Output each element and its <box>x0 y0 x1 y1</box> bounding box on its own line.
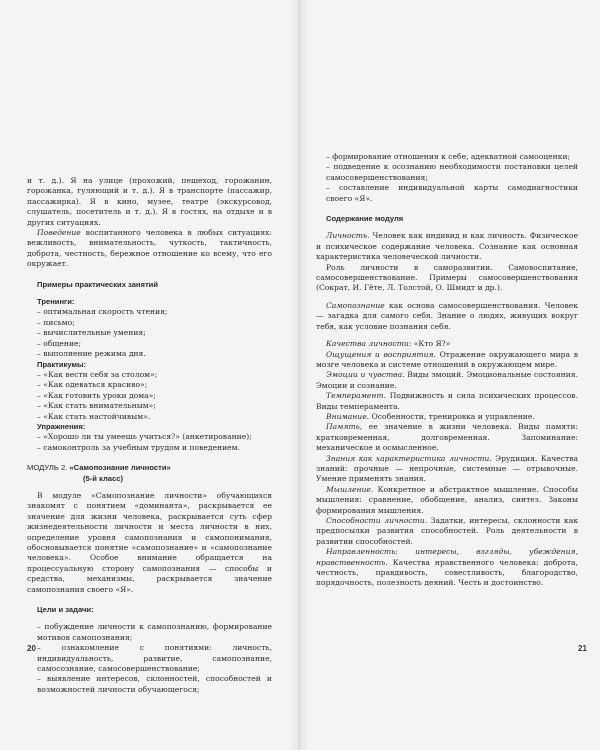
right-page <box>300 0 600 750</box>
paragraph: Память, ее значение в жизни человека. Виды памяти: кратковременная, долговременная. Запоминание: механическое и осмысленное. <box>316 422 578 453</box>
paragraph-behavior: Поведение воспитанного человека в любых ситуациях: вежливость, внимательность, чуткость, тактичность, доброта, честность, бережное отношение ко всему, что его окружает. <box>27 228 272 269</box>
right-page-content <box>316 152 578 589</box>
paragraph: Темперамент. Подвижность и сила психических процессов. Виды темперамента. <box>316 391 578 411</box>
paragraph: Способности личности. Задатки, интересы, склонности как предпосылки развития способностей. Роль деятельности в развитии способностей. <box>316 516 578 546</box>
heading-practicums: Практикумы: <box>37 359 87 369</box>
list-item: – выполнение режима дня. <box>37 349 146 359</box>
paragraph: Ощущения и восприятия. Отражение окружающего мира в мозге человека и системе отношений в окружающем мире. <box>316 349 578 369</box>
list-item: – побуждение личности к самопознанию, формирование мотивов самопознания; <box>37 622 272 642</box>
paragraph: Качества личности: «Кто Я?» <box>326 339 451 349</box>
list-item: – «Как готовить уроки дома»; <box>37 390 156 400</box>
list-item: – формирование отношения к себе, адекватной самооценки; <box>326 152 571 161</box>
list-item: – «Как стать внимательным»; <box>37 401 156 411</box>
list-item: – письмо; <box>37 317 75 327</box>
list-item: – «Как одеваться красиво»; <box>37 380 148 390</box>
module-description: В модуле «Самопознание личности» обучающихся знакомят с понятием «доминанта», раскрывается ее значение для жизни человека, раскрывается суть сфер жизнедеятельности личности и места личности в них, определение уровня самопознания и самопонимания, обосновывается понятие «самопознание» и «самопознание человека». Особое внимание обращается на процессуальную сторону самопознания — способы и средства, механизмы, раскрывается значение самопознания своего «Я». <box>27 490 272 594</box>
list-item: – «Хорошо ли ты умеешь учиться?» (анкетирование); <box>37 432 252 442</box>
left-page-content <box>27 176 272 695</box>
paragraph: и т. д.). Я на улице (прохожий, пешеход, горожанин, горожанка, гуляющий и т. д.). Я в транспорте (пассажир, пассажирка). Я в кино, музее, театре (экскурсовод, слушатель, посетитель и т. д.). Я в гостях, на отдыхе и в других ситуациях. <box>27 176 272 227</box>
module-heading: МОДУЛЬ 2. «Самопознание личности» <box>27 463 171 473</box>
heading-exercises: Упражнения: <box>37 421 86 431</box>
heading-goals: Цели и задачи: <box>37 605 94 615</box>
list-item: – оптимальная скорость чтения; <box>37 307 168 317</box>
list-item: – «Как стать настойчивым». <box>37 411 151 421</box>
list-item: – составление индивидуальной карты самодиагностики своего «Я». <box>326 183 578 203</box>
heading-trainings: Тренинги: <box>37 297 75 307</box>
paragraph: Самопознание как основа самосовершенствования. Человек — загадка для самого себя. Знание о людях, живущих вокруг тебя, как условие познания себя. <box>316 300 578 331</box>
paragraph: Эмоции и чувства. Виды эмоций. Эмоциональные состояния. Эмоции и сознание. <box>316 370 578 390</box>
list-item: – выявление интересов, склонностей, способностей и возможностей личности обучающегося; <box>37 674 272 694</box>
gutter-shadow <box>289 0 299 750</box>
module-class: (5-й класс) <box>83 473 123 483</box>
list-item: – самоконтроль за учебным трудом и поведением. <box>37 442 240 452</box>
list-item: – «Как вести себя за столом»; <box>37 369 158 379</box>
paragraph: Личность. Человек как индивид и как личность. Физическое и психическое содержание человека. Сознание как основная характеристика человеческой личности. <box>316 231 578 262</box>
paragraph: Направленность: интересы, взгляды, убеждения, нравственность. Качества нравственного человека: доброта, честность, правдивость, совестливость, благородство, порядочность, полезность деяний. Честь и достоинство. <box>316 547 578 588</box>
list-item: – общение; <box>37 338 82 348</box>
gutter-shadow <box>300 0 310 750</box>
italic-term: Поведение <box>37 228 81 238</box>
list-item: – подведение к осознанию необходимости постановки целей самосовершенствования; <box>326 162 578 182</box>
heading-content: Содержание модуля <box>326 214 404 224</box>
page-number: 20 <box>27 644 36 653</box>
page-number: 21 <box>578 644 587 653</box>
heading-examples: Примеры практических занятий <box>37 279 159 289</box>
paragraph: Внимание. Особенности, тренировка и управление. <box>326 411 535 421</box>
paragraph: Роль личности в саморазвитии. Самовоспитание, самосовершенствование. Примеры самосовершенствования (Сократ, И. Гёте, Л. Толстой, О. Шмидт и др.). <box>316 262 578 293</box>
list-item: – вычислительные умения; <box>37 328 146 338</box>
paragraph: Знания как характеристика личности. Эрудиция. Качества знаний: прочные — непрочные, системные — отрывочные. Умение применять знания. <box>316 453 578 484</box>
list-item: – ознакомление с понятиями: личность, индивидуальность, развитие, самопознание, самосознание, самосовершенствование; <box>37 643 272 674</box>
paragraph: Мышление. Конкретное и абстрактное мышление. Способы мышления: сравнение, обобщение, анализ, синтез. Законы формирования мышления. <box>316 484 578 515</box>
